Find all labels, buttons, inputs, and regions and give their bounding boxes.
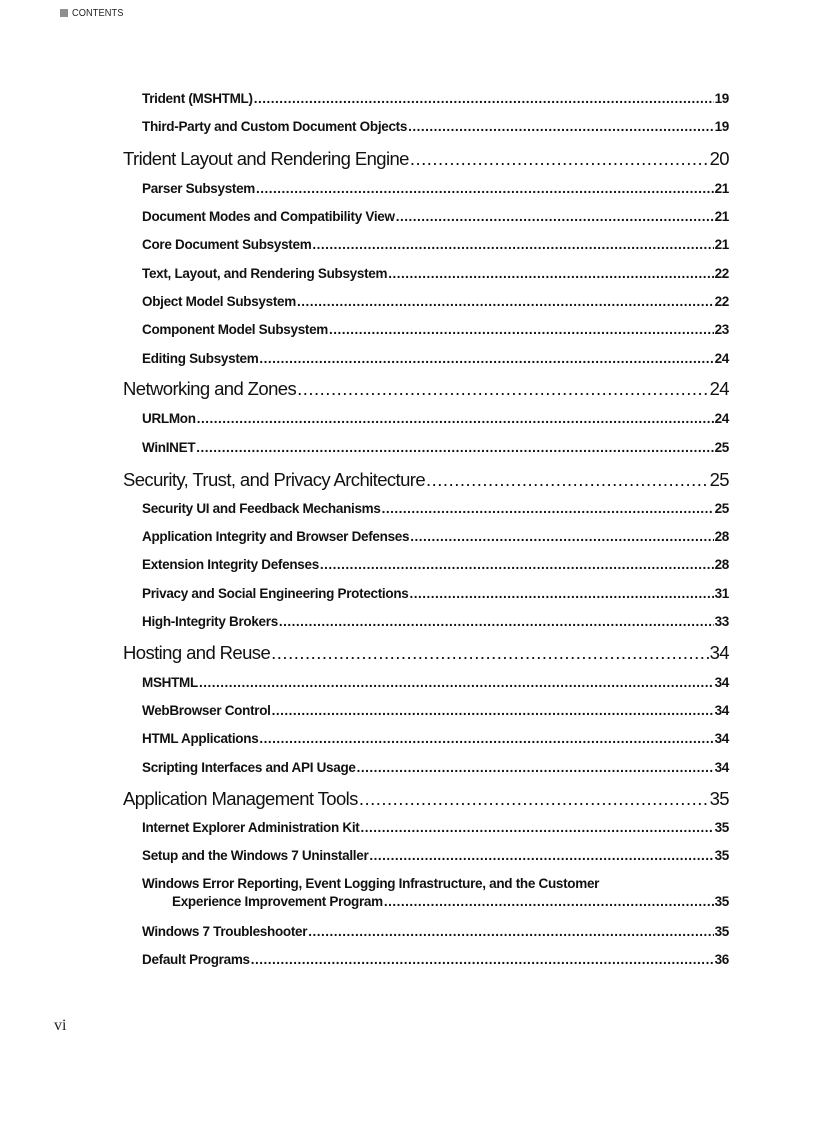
- dot-leader: [359, 788, 709, 810]
- toc-entry-page: 35: [714, 848, 729, 863]
- toc-entry-title: MSHTML: [142, 675, 198, 690]
- toc-entry[interactable]: [142, 586, 729, 601]
- toc-entry-page: 28: [714, 557, 729, 572]
- toc-entry-page: 23: [714, 322, 729, 337]
- toc-entry-title: WinINET: [142, 440, 196, 455]
- toc-entry-title: Scripting Interfaces and API Usage: [142, 760, 356, 775]
- toc-entry-title: Document Modes and Compatibility View: [142, 209, 395, 224]
- toc-entry-page: 34: [709, 642, 729, 663]
- toc-entry[interactable]: [142, 924, 729, 939]
- dot-leader: [382, 501, 714, 516]
- toc-section-entry[interactable]: [123, 469, 729, 491]
- toc-entry-page: 20: [709, 148, 729, 169]
- toc-entry[interactable]: [142, 529, 729, 544]
- toc-entry-title: HTML Applications: [142, 731, 259, 746]
- toc-entry-page: 31: [714, 586, 729, 601]
- toc-entry-title: High-Integrity Brokers: [142, 614, 278, 629]
- toc-entry-page: 35: [714, 894, 729, 909]
- toc-entry-title: Third-Party and Custom Document Objects: [142, 119, 408, 134]
- dot-leader: [272, 703, 714, 718]
- dot-leader: [259, 351, 713, 366]
- dot-leader: [259, 731, 713, 746]
- toc-entry[interactable]: [142, 266, 729, 281]
- toc-entry[interactable]: [142, 952, 729, 967]
- toc-entry-title-continuation: Experience Improvement Program: [172, 894, 383, 909]
- toc-section-entry[interactable]: [123, 788, 729, 810]
- toc-entry-title: Networking and Zones: [123, 378, 297, 399]
- toc-entry-title: Windows 7 Troubleshooter: [142, 924, 308, 939]
- toc-entry-page: 25: [714, 501, 729, 516]
- dot-leader: [297, 294, 714, 309]
- toc-entry-page: 24: [714, 411, 729, 426]
- toc-entry-page: 19: [714, 119, 729, 134]
- dot-leader: [254, 91, 714, 106]
- toc-entry-title: Trident (MSHTML): [142, 91, 253, 106]
- toc-entry-page: 25: [709, 469, 729, 490]
- toc-entry-page: 35: [714, 924, 729, 939]
- toc-entry-continuation: [142, 894, 729, 909]
- toc-entry-page: 22: [714, 266, 729, 281]
- toc-entry-title: Application Integrity and Browser Defenses: [142, 529, 410, 544]
- dot-leader: [369, 848, 713, 863]
- toc-entry-title: Security, Trust, and Privacy Architecture: [123, 469, 426, 490]
- dot-leader: [256, 181, 714, 196]
- page-number: vi: [54, 1017, 67, 1034]
- toc-entry[interactable]: [142, 181, 729, 196]
- toc-entry[interactable]: [142, 411, 729, 426]
- toc-entry-title: Default Programs: [142, 952, 250, 967]
- toc-entry[interactable]: [142, 237, 729, 252]
- toc-entry-title: Component Model Subsystem: [142, 322, 329, 337]
- toc-entry[interactable]: [142, 440, 729, 455]
- toc-entry-title: Hosting and Reuse: [123, 642, 271, 663]
- toc-entry-page: 24: [709, 378, 729, 399]
- toc-entry-page: 21: [714, 237, 729, 252]
- dot-leader: [312, 237, 713, 252]
- toc-entry-page: 24: [714, 351, 729, 366]
- toc-entry-title: Parser Subsystem: [142, 181, 256, 196]
- toc-entry[interactable]: [142, 760, 729, 775]
- dot-leader: [199, 675, 714, 690]
- toc-entry-page: 19: [714, 91, 729, 106]
- toc-entry-page: 33: [714, 614, 729, 629]
- toc-entry-title: URLMon: [142, 411, 196, 426]
- toc-entry-page: 28: [714, 529, 729, 544]
- toc-entry-title: Setup and the Windows 7 Uninstaller: [142, 848, 369, 863]
- toc-entry-page: 35: [714, 820, 729, 835]
- dot-leader: [271, 642, 708, 664]
- toc-entry[interactable]: [142, 119, 729, 134]
- toc-entry-title: Extension Integrity Defenses: [142, 557, 319, 572]
- toc-entry-title: WebBrowser Control: [142, 703, 271, 718]
- toc-section-entry[interactable]: [123, 378, 729, 400]
- toc-entry-page: 35: [709, 788, 729, 809]
- dot-leader: [357, 760, 714, 775]
- dot-leader: [196, 440, 713, 455]
- dot-leader: [251, 952, 714, 967]
- dot-leader: [279, 614, 714, 629]
- dot-leader: [396, 209, 714, 224]
- dot-leader: [297, 378, 709, 400]
- dot-leader: [426, 469, 709, 491]
- dot-leader: [410, 529, 713, 544]
- toc-entry[interactable]: [142, 876, 729, 909]
- toc-entry[interactable]: [142, 557, 729, 572]
- toc-entry[interactable]: [142, 614, 729, 629]
- toc-entry-title: Editing Subsystem: [142, 351, 259, 366]
- dot-leader: [409, 586, 713, 601]
- header-label: CONTENTS: [72, 7, 124, 19]
- dot-leader: [197, 411, 714, 426]
- toc-entry-title: Windows Error Reporting, Event Logging Infrastructure, and the Customer: [142, 876, 600, 891]
- dot-leader: [384, 894, 714, 909]
- toc-entry-title: Privacy and Social Engineering Protections: [142, 586, 409, 601]
- toc-entry-title: Internet Explorer Administration Kit: [142, 820, 360, 835]
- toc-section-entry[interactable]: [123, 148, 729, 170]
- toc-entry[interactable]: [142, 91, 729, 106]
- toc-entry-page: 21: [714, 181, 729, 196]
- toc-entry[interactable]: [142, 322, 729, 337]
- toc-entry-title: Text, Layout, and Rendering Subsystem: [142, 266, 388, 281]
- toc-entry-page: 25: [714, 440, 729, 455]
- toc-entry[interactable]: [142, 703, 729, 718]
- toc-entry[interactable]: [142, 501, 729, 516]
- toc-entry[interactable]: [142, 675, 729, 690]
- dot-leader: [410, 148, 709, 170]
- toc-entry[interactable]: [142, 731, 729, 746]
- toc-entry[interactable]: [142, 351, 729, 366]
- dot-leader: [320, 557, 714, 572]
- toc-entry-page: 34: [714, 675, 729, 690]
- toc-section-entry[interactable]: [123, 642, 729, 664]
- toc-entry-title: Security UI and Feedback Mechanisms: [142, 501, 381, 516]
- toc-entry[interactable]: [142, 848, 729, 863]
- toc-entry-title: Application Management Tools: [123, 788, 358, 809]
- dot-leader: [408, 119, 713, 134]
- toc-entry-page: 22: [714, 294, 729, 309]
- toc-entry[interactable]: [142, 209, 729, 224]
- toc-entry-page: 34: [714, 703, 729, 718]
- toc-entry-page: 34: [714, 760, 729, 775]
- dot-leader: [388, 266, 713, 281]
- toc-entry-page: 21: [714, 209, 729, 224]
- dot-leader: [329, 322, 714, 337]
- toc-entry-title: Trident Layout and Rendering Engine: [123, 148, 409, 169]
- toc-entry[interactable]: [142, 294, 729, 309]
- toc-entry-page: 34: [714, 731, 729, 746]
- toc-entry-page: 36: [714, 952, 729, 967]
- dot-leader: [360, 820, 713, 835]
- toc-entry[interactable]: [142, 820, 729, 835]
- dot-leader: [308, 924, 713, 939]
- toc-entry-title: Core Document Subsystem: [142, 237, 312, 252]
- toc-entry-title: Object Model Subsystem: [142, 294, 296, 309]
